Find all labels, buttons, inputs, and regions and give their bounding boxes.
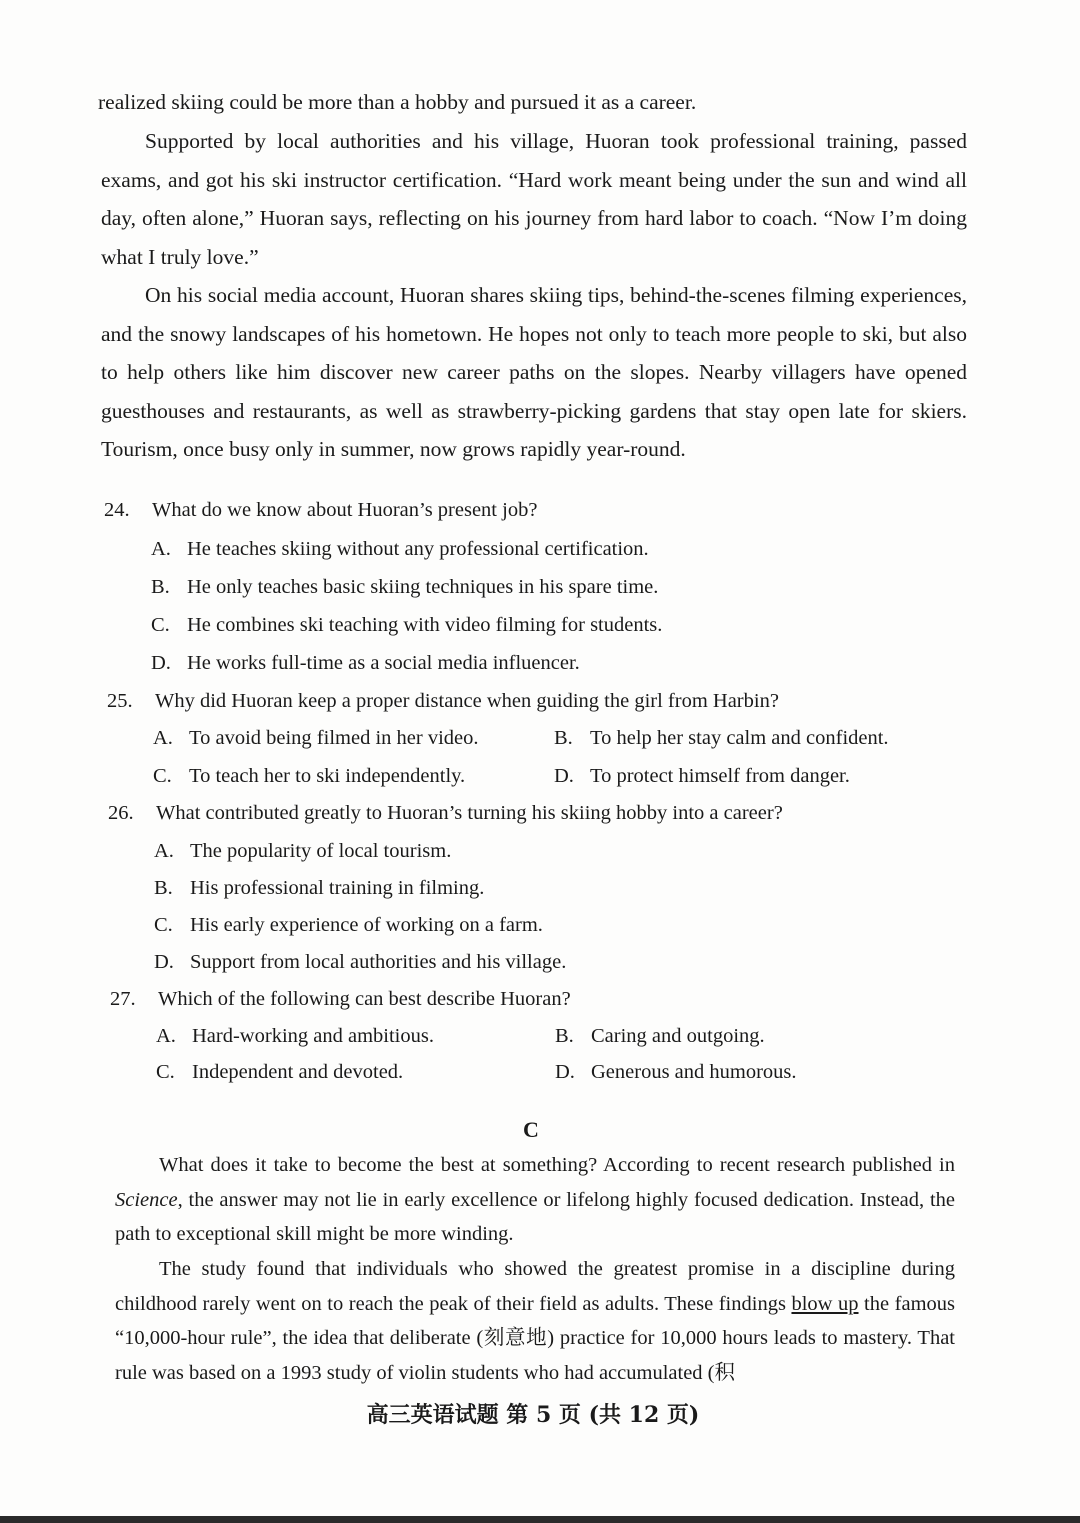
- option-27-d[interactable]: [555, 1053, 797, 1091]
- option-24-b[interactable]: [151, 568, 658, 606]
- option-letter: B.: [154, 877, 173, 899]
- passage-c-paragraph-1: [115, 1148, 955, 1252]
- option-text: To protect himself from danger.: [590, 765, 850, 787]
- option-24-c[interactable]: [151, 606, 662, 644]
- question-number: 26.: [108, 802, 134, 824]
- option-27-a[interactable]: [156, 1017, 434, 1055]
- passage-c-heading: C: [523, 1117, 539, 1142]
- option-letter: C.: [156, 1061, 175, 1083]
- option-text: His early experience of working on a farm.: [190, 914, 543, 936]
- option-letter: C.: [153, 765, 172, 787]
- option-text: To help her stay calm and confident.: [590, 727, 889, 749]
- option-26-b[interactable]: [154, 869, 484, 907]
- question-27-stem: [110, 980, 571, 1018]
- paragraph-text: The study found that individuals who showed the greatest promise in a discipline during childhood rarely went on to reach the peak of their field as adults. These findings: [115, 1258, 955, 1315]
- question-text: Which of the following can best describe Huoran?: [158, 988, 571, 1010]
- question-text: Why did Huoran keep a proper distance when guiding the girl from Harbin?: [155, 690, 779, 712]
- option-text: Hard-working and ambitious.: [192, 1025, 434, 1047]
- question-text: What do we know about Huoran’s present job?: [152, 499, 538, 521]
- passage-b-paragraph-1-tail: realized skiing could be more than a hobby and pursued it as a career.: [98, 90, 697, 114]
- option-text: To avoid being filmed in her video.: [189, 727, 479, 749]
- underlined-phrase: blow up: [791, 1292, 859, 1315]
- option-25-b[interactable]: [554, 719, 889, 757]
- question-25-stem: [107, 682, 779, 720]
- question-26-stem: [108, 794, 783, 832]
- question-text: What contributed greatly to Huoran’s turning his skiing hobby into a career?: [156, 802, 783, 824]
- option-24-d[interactable]: [151, 644, 580, 682]
- option-text: Generous and humorous.: [591, 1061, 797, 1083]
- option-text: Caring and outgoing.: [591, 1025, 765, 1047]
- option-26-d[interactable]: [154, 943, 566, 981]
- question-number: 27.: [110, 988, 136, 1010]
- page-footer: 高三英语试题 第 5 页 (共 12 页): [366, 1402, 700, 1428]
- option-letter: D.: [554, 765, 574, 787]
- option-text: He combines ski teaching with video filming for students.: [187, 614, 663, 636]
- option-text: To teach her to ski independently.: [189, 765, 466, 787]
- question-24-stem: [104, 491, 537, 529]
- journal-name: Science: [115, 1188, 178, 1211]
- option-letter: B.: [554, 727, 573, 749]
- option-letter: C.: [151, 614, 170, 636]
- question-number: 24.: [104, 499, 130, 521]
- option-letter: D.: [555, 1061, 575, 1083]
- option-text: The popularity of local tourism.: [190, 840, 452, 862]
- option-text: He works full-time as a social media influencer.: [187, 652, 580, 674]
- paragraph-text: What does it take to become the best at something? According to recent research published in: [159, 1154, 955, 1176]
- paragraph-text: the famous “10,000-hour rule”, the idea that deliberate (刻意地) practice for 10,000 hours leads to mastery. That rule was based on a 1993 study of violin students who had accumulated (积: [115, 1292, 955, 1384]
- option-25-d[interactable]: [554, 757, 850, 795]
- option-text: He teaches skiing without any professional certification.: [187, 538, 649, 560]
- option-letter: D.: [151, 652, 171, 674]
- option-letter: A.: [153, 727, 173, 749]
- option-letter: D.: [154, 951, 174, 973]
- option-25-c[interactable]: [153, 757, 465, 795]
- option-letter: B.: [151, 576, 170, 598]
- question-number: 25.: [107, 690, 133, 712]
- option-25-a[interactable]: [153, 719, 478, 757]
- paragraph-text: , the answer may not lie in early excellence or lifelong highly focused dedication. Instead, the path to exceptional skill might be more winding.: [115, 1188, 955, 1245]
- option-letter: A.: [154, 840, 174, 862]
- option-27-b[interactable]: [555, 1017, 765, 1055]
- option-letter: A.: [156, 1025, 176, 1047]
- scan-edge-bar: [0, 1516, 1080, 1523]
- option-26-a[interactable]: [154, 832, 451, 870]
- option-text: Support from local authorities and his village.: [190, 951, 567, 973]
- option-letter: B.: [555, 1025, 574, 1047]
- option-text: Independent and devoted.: [192, 1061, 404, 1083]
- passage-b-paragraph-2: Supported by local authorities and his village, Huoran took professional training, passed exams, and got his ski instructor certification. “Hard work meant being under the sun and wind all day, often alone,” Huoran says, reflecting on his journey from hard labor to coach. “Now I’m doing what I truly love.”: [101, 129, 967, 269]
- option-text: He only teaches basic skiing techniques in his spare time.: [187, 576, 659, 598]
- option-27-c[interactable]: [156, 1053, 403, 1091]
- passage-b-paragraph-3: On his social media account, Huoran shares skiing tips, behind-the-scenes filming experiences, and the snowy landscapes of his hometown. He hopes not only to teach more people to ski, but also to help others like him discover new career paths on the slopes. Nearby villagers have opened guesthouses and restaurants, as well as strawberry-picking gardens that stay open late for skiers. Tourism, once busy only in summer, now grows rapidly year-round.: [101, 283, 967, 461]
- option-26-c[interactable]: [154, 906, 543, 944]
- option-24-a[interactable]: [151, 530, 649, 568]
- option-letter: A.: [151, 538, 171, 560]
- passage-c-paragraph-2: [115, 1252, 955, 1390]
- option-text: His professional training in filming.: [190, 877, 485, 899]
- option-letter: C.: [154, 914, 173, 936]
